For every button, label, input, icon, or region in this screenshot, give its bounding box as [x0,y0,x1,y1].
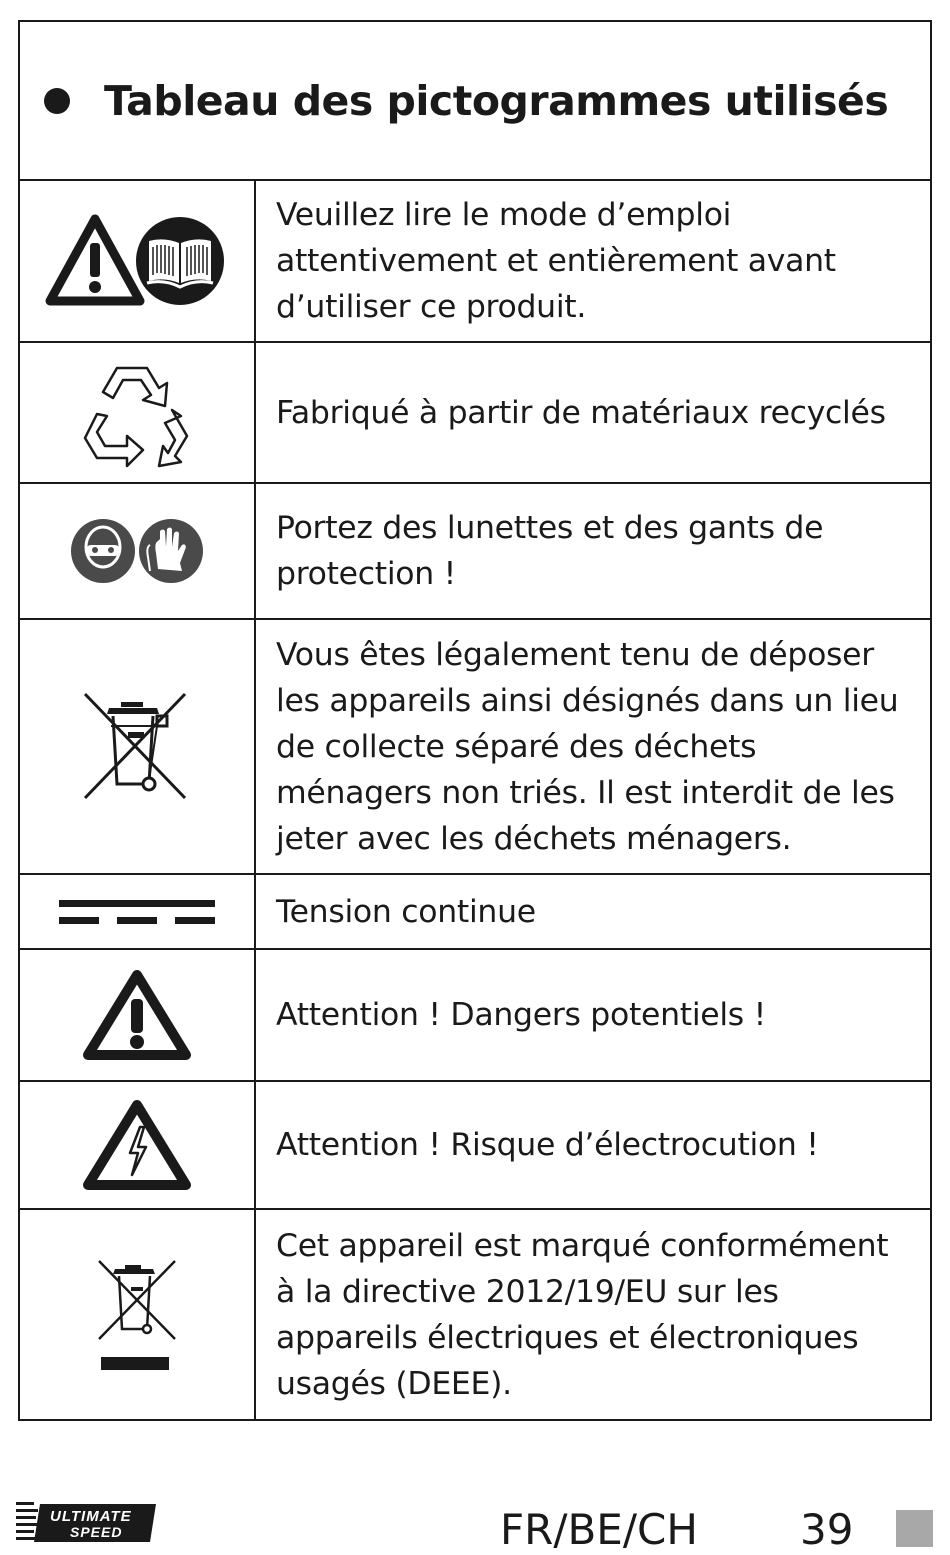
pictogram-table [18,20,932,1421]
direct-current-icon [20,875,256,948]
row-text: Tension continue [276,893,536,930]
row-text: Attention ! Risque d’électrocution ! [276,1127,819,1163]
table-row [20,343,930,484]
page-title: Tableau des pictogrammes utilisés [104,76,889,125]
page-number: 39 [800,1505,854,1554]
table-row [20,181,930,343]
crossed-bin-icon [20,620,256,873]
bullet-icon [44,88,70,114]
table-row [20,950,930,1082]
row-text: Fabriqué à partir de matériaux recyclés [276,394,886,431]
page-marker [896,1510,933,1547]
svg-text:ULTIMATE: ULTIMATE [50,1508,132,1525]
table-row [20,484,930,620]
region-label: FR/BE/CH [500,1505,698,1554]
table-row [20,875,930,950]
weee-bin-icon [20,1210,256,1419]
table-row [20,620,930,875]
warning-read-manual-icon [20,181,256,341]
electric-shock-icon [20,1082,256,1208]
recycle-icon [20,343,256,482]
row-text: Portez des lunettes et des gants de protection ! [276,510,824,592]
warning-triangle-icon [20,950,256,1080]
table-header [20,22,930,181]
row-text: Veuillez lire le mode d’emploi attentivement et entièrement avant d’utiliser ce produit. [276,197,836,325]
row-text: Cet appareil est marqué conformément à la directive 2012/19/EU sur les appareils électriques et électroniques usagés (DEEE). [276,1227,889,1402]
row-text: Vous êtes légalement tenu de déposer les appareils ainsi désignés dans un lieu de collecte séparé des déchets ménagers non triés. Il est interdit de les jeter avec les déchets ménagers. [276,636,899,857]
brand-logo [16,1500,158,1550]
goggles-gloves-icon [20,484,256,618]
row-text: Attention ! Dangers potentiels ! [276,997,766,1033]
svg-text:SPEED: SPEED [70,1524,123,1540]
table-row [20,1210,930,1419]
table-row [20,1082,930,1210]
